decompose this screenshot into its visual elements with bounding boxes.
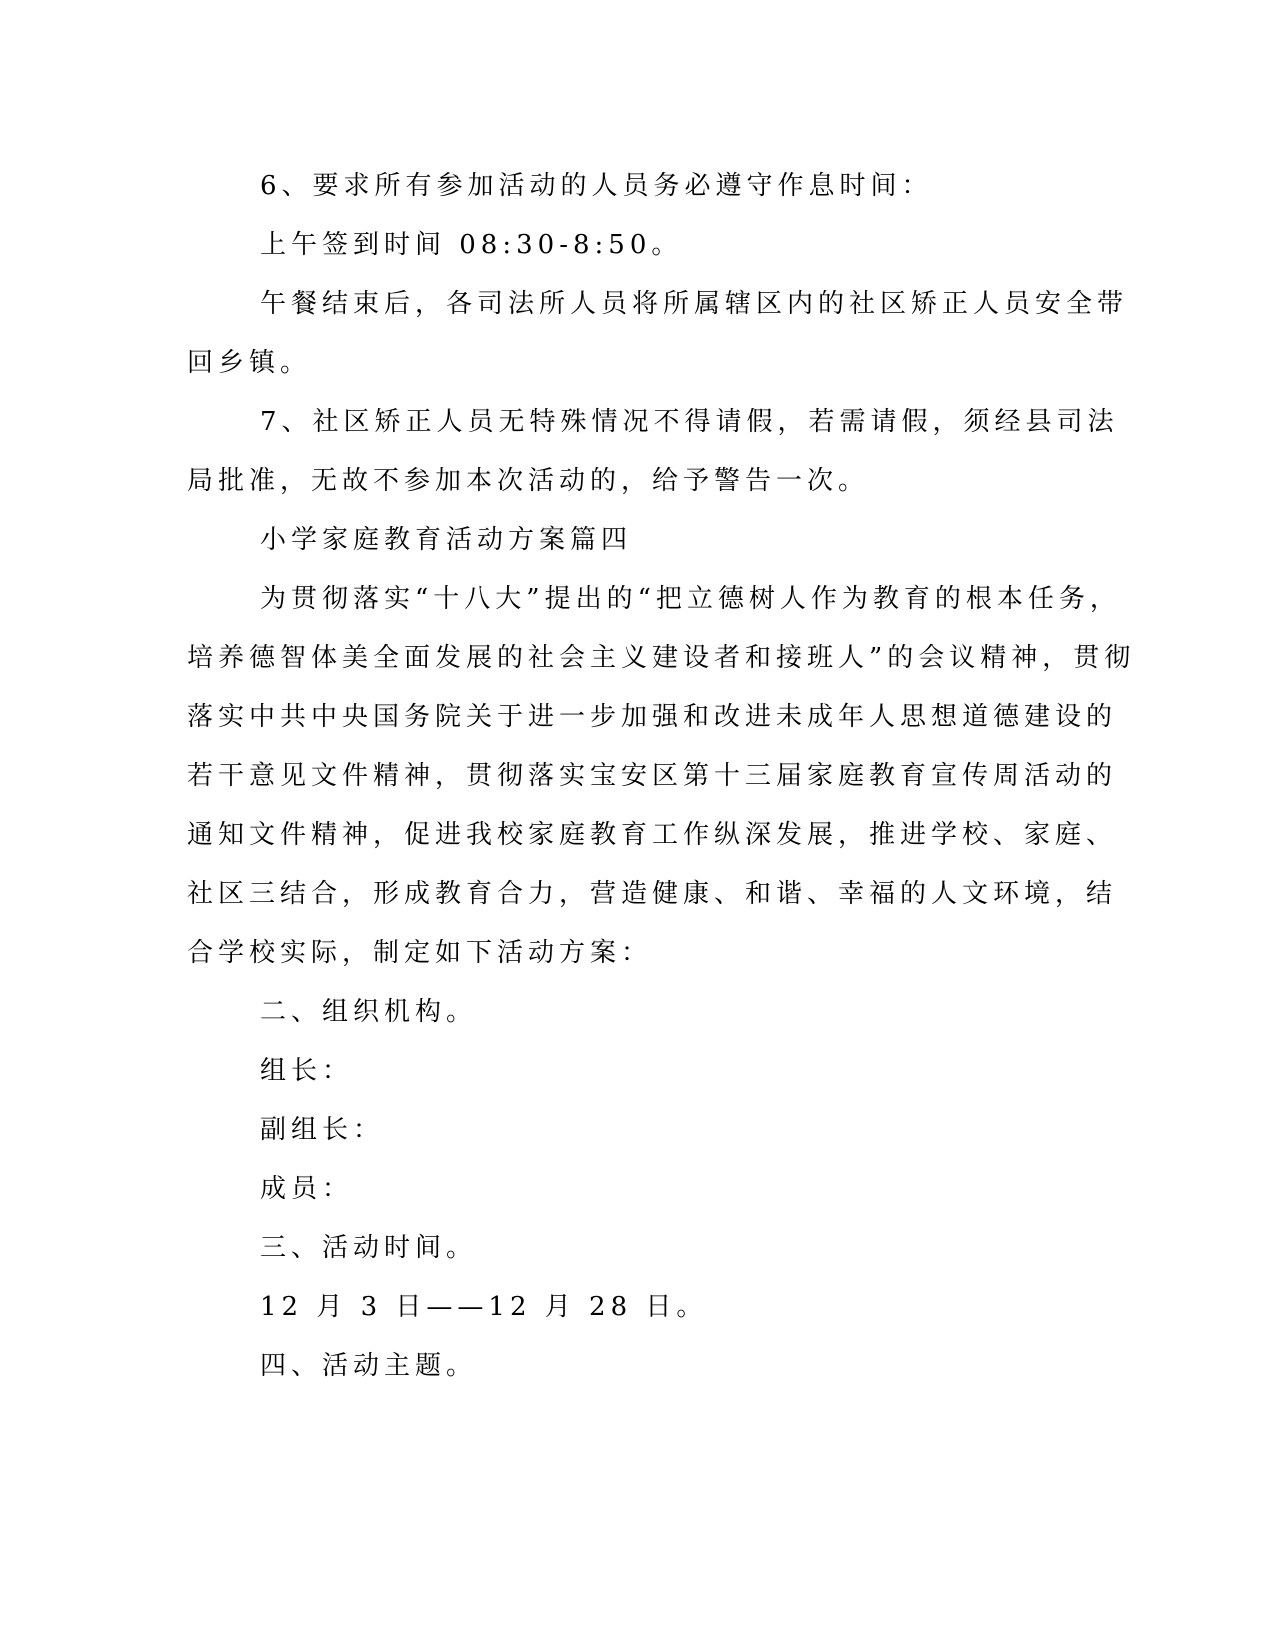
text-line: 副组长： <box>260 1115 385 1145</box>
section-heading: 二、组织机构。 <box>260 997 478 1027</box>
text-line: 上午签到时间 08:30-8:50。 <box>260 230 683 260</box>
section-title: 小学家庭教育活动方案篇四 <box>260 525 633 555</box>
section-heading: 三、活动时间。 <box>260 1233 478 1263</box>
text-line: 局批准，无故不参加本次活动的，给予警告一次。 <box>187 466 870 496</box>
text-line: 成员： <box>260 1174 354 1204</box>
text-line: 12 月 3 日——12 月 28 日。 <box>260 1292 708 1322</box>
text-line: 社区三结合，形成教育合力，营造健康、和谐、幸福的人文环境，结 <box>187 879 1118 909</box>
text-line: 落实中共中央国务院关于进一步加强和改进未成年人思想道德建设的 <box>187 702 1118 732</box>
text-line: 午餐结束后，各司法所人员将所属辖区内的社区矫正人员安全带 <box>260 289 1129 319</box>
text-line: 通知文件精神，促进我校家庭教育工作纵深发展，推进学校、家庭、 <box>187 820 1118 850</box>
text-line: 合学校实际，制定如下活动方案： <box>187 938 653 968</box>
text-line: 6、要求所有参加活动的人员务必遵守作息时间： <box>260 171 933 201</box>
text-line: 7、社区矫正人员无特殊情况不得请假，若需请假，须经县司法 <box>260 407 1119 437</box>
text-line: 组长： <box>260 1056 354 1086</box>
section-heading: 四、活动主题。 <box>260 1351 478 1381</box>
text-line: 若干意见文件精神，贯彻落实宝安区第十三届家庭教育宣传周活动的 <box>187 761 1118 791</box>
text-line: 培养德智体美全面发展的社会主义建设者和接班人”的会议精神，贯彻 <box>187 643 1136 673</box>
text-line: 为贯彻落实“十八大”提出的“把立德树人作为教育的根本任务， <box>260 584 1121 614</box>
text-line: 回乡镇。 <box>187 348 312 378</box>
